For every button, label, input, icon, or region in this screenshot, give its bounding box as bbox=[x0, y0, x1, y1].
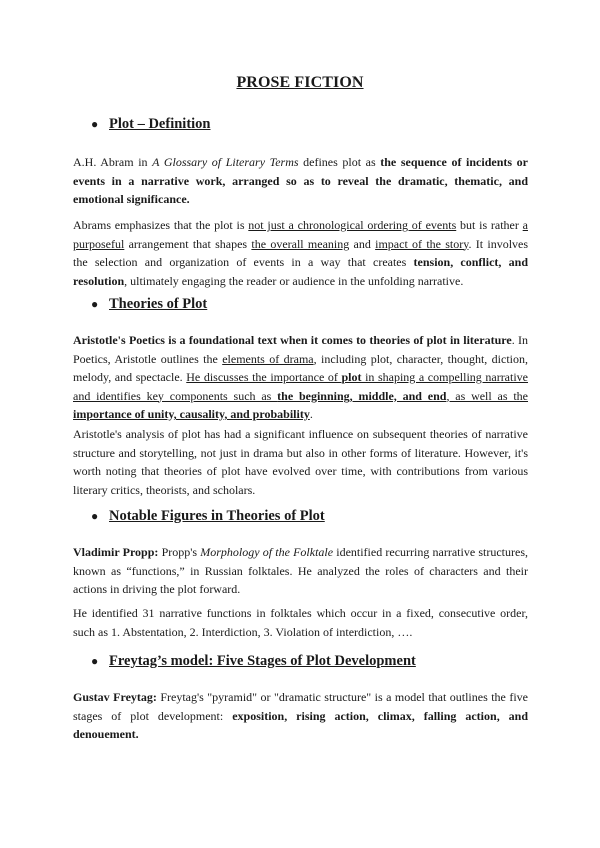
section-heading-text: Plot – Definition bbox=[109, 116, 211, 132]
paragraph-aristotle-poetics: Aristotle's Poetics is a foundational text when it comes to theories of plot in literature. In Poetics, Aristotle outlines the elements of drama, including plot, character, thought, diction, melody, and spectacle. He discusses the importance of plot in shaping a compelling narrative and identifies key components such as the beginning, middle, and end, as well as the importance of unity, causality, and probability. bbox=[73, 333, 529, 421]
book-title: A Glossary of Literary Terms bbox=[152, 155, 299, 169]
bullet-icon: ● bbox=[91, 654, 99, 668]
paragraph-abram-definition: A.H. Abram in A Glossary of Literary Terms defines plot as the sequence of incidents or events in a narrative work, arranged so as to reveal the dramatic, thematic, and emotional significance. bbox=[73, 155, 528, 206]
paragraph-propp: Vladimir Propp: Propp's Morphology of the Folktale identified recurring narrative structures, known as “functions,” in Russian folktales. He analyzed the roles of characters and their actions in driving the plot forward. bbox=[73, 545, 528, 596]
paragraph-freytag: Gustav Freytag: Freytag's "pyramid" or "dramatic structure" is a model that outlines the five stages of plot development: exposition, rising action, climax, falling action, and denouement. bbox=[73, 690, 529, 741]
page-title: PROSE FICTION bbox=[236, 74, 364, 91]
section-heading-theories-of-plot bbox=[91, 296, 207, 313]
bullet-icon: ● bbox=[91, 509, 99, 523]
bullet-icon: ● bbox=[91, 117, 99, 131]
paragraph-abrams-emphasis: Abrams emphasizes that the plot is not just a chronological ordering of events but is rather a purposeful arrangement that shapes the overall meaning and impact of the story. It involves the selection and organization of events in a way that creates tension, conflict, and resolution, ultimately engaging the reader or audience in the unfolding narrative. bbox=[73, 218, 529, 288]
paragraph-aristotle-influence: Aristotle's analysis of plot has had a significant influence on subsequent theories of narrative structure and storytelling, not just in drama but also in other forms of literature. However, it's worth noting that theories of plot have evolved over time, with contributions from various literary critics, theorists, and scholars. bbox=[73, 427, 528, 497]
section-heading-notable-figures bbox=[91, 508, 325, 525]
section-heading-plot-definition bbox=[91, 116, 211, 133]
bullet-icon: ● bbox=[91, 297, 99, 311]
paragraph-propp-functions: He identified 31 narrative functions in folktales which occur in a fixed, consecutive order, such as 1. Abstentation, 2. Interdiction, 3. Violation of interdiction, …. bbox=[73, 606, 528, 639]
section-heading-text: Freytag’s model: Five Stages of Plot Development bbox=[109, 653, 416, 669]
section-heading-text: Theories of Plot bbox=[109, 296, 208, 312]
section-heading-freytag-model bbox=[91, 653, 416, 670]
book-title: Morphology of the Folktale bbox=[200, 545, 334, 559]
section-heading-text: Notable Figures in Theories of Plot bbox=[109, 508, 325, 524]
